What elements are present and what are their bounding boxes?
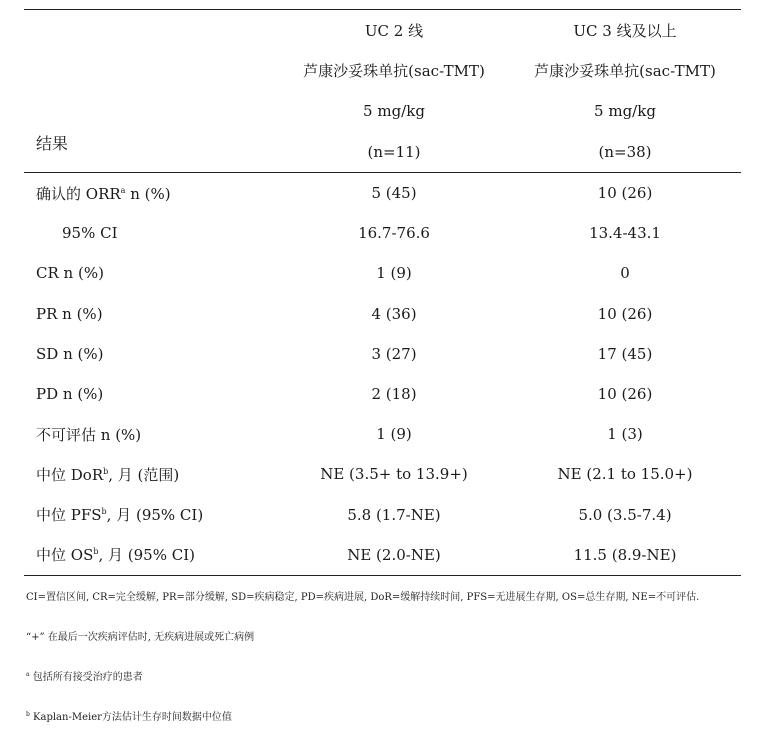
row-label-text: PD n (%) xyxy=(36,385,104,404)
row-label-suffix: , 月 (95% CI) xyxy=(106,506,204,525)
row-label-text: SD n (%) xyxy=(36,344,104,363)
row-label xyxy=(24,253,279,293)
col2-drug: 芦康沙妥珠单抗(sac-TMT) xyxy=(534,62,716,81)
row-label xyxy=(24,173,279,214)
row-label-superscript: a xyxy=(120,185,126,195)
footnote-b-mark: b xyxy=(26,711,30,718)
footnote-a xyxy=(26,668,756,683)
results-table xyxy=(24,9,741,576)
cell-uc3plus: 13.4-43.1 xyxy=(589,224,661,243)
table-row xyxy=(24,414,741,454)
row-label-text: 确认的 ORR xyxy=(36,184,121,203)
footnote-abbreviations: CI=置信区间, CR=完全缓解, PR=部分缓解, SD=疾病稳定, PD=疾病进展, DoR=缓解持续时间, PFS=无进展生存期, OS=总生存期, NE=不可评估. xyxy=(26,592,700,603)
footnote-b xyxy=(26,708,756,723)
cell-uc2: 2 (18) xyxy=(371,385,417,404)
cell-uc3plus: 1 (3) xyxy=(607,425,643,444)
table-row xyxy=(24,173,741,214)
row-label-suffix: , 月 (95% CI) xyxy=(98,546,195,565)
col1-dose: 5 mg/kg xyxy=(363,102,425,121)
table-row xyxy=(24,334,741,374)
row-label xyxy=(24,454,279,494)
cell-uc2: 4 (36) xyxy=(371,304,417,323)
cell-uc2: 16.7-76.6 xyxy=(358,224,430,243)
row-label xyxy=(24,294,279,334)
row-label-suffix: , 月 (范围) xyxy=(108,465,180,484)
col1-n: (n=11) xyxy=(279,132,509,173)
cell-uc3plus: NE (2.1 to 15.0+) xyxy=(557,465,693,484)
row-label xyxy=(24,213,279,253)
cell-uc2: 5.8 (1.7-NE) xyxy=(347,505,441,524)
table-row xyxy=(24,374,741,414)
table-header xyxy=(24,10,741,173)
footnote-a-text: 包括所有接受治疗的患者 xyxy=(29,672,143,683)
row-label xyxy=(24,374,279,414)
col1-line: UC 2 线 xyxy=(279,10,509,51)
row-label xyxy=(24,414,279,454)
table-row xyxy=(24,454,741,494)
cell-uc3plus: 0 xyxy=(620,264,630,283)
table-body xyxy=(24,173,741,576)
table-row xyxy=(24,294,741,334)
row-label-text: 不可评估 n (%) xyxy=(36,425,142,444)
cell-uc2: 1 (9) xyxy=(376,264,412,283)
footnote-a-mark: a xyxy=(26,671,30,678)
row-label-text: PR n (%) xyxy=(36,304,103,323)
row-label-suffix: n (%) xyxy=(125,184,171,203)
cell-uc3plus: 17 (45) xyxy=(597,344,653,363)
row-label-text: 中位 OS xyxy=(36,546,94,565)
row-label-superscript: b xyxy=(101,507,107,517)
results-table-container xyxy=(24,9,741,576)
cell-uc3plus: 10 (26) xyxy=(597,184,653,203)
row-label-text: CR n (%) xyxy=(36,264,104,283)
footnote-b-text: Kaplan-Meier方法估计生存时间数据中位值 xyxy=(29,712,232,723)
col1-drug: 芦康沙妥珠单抗(sac-TMT) xyxy=(303,62,485,81)
col2-dose: 5 mg/kg xyxy=(594,102,656,121)
cell-uc2: NE (2.0-NE) xyxy=(279,535,509,576)
row-label-superscript: b xyxy=(103,466,109,476)
footnote-plus: “+” 在最后一次疾病评估时, 无疾病进展或死亡病例 xyxy=(26,632,255,643)
row-label-text: 中位 PFS xyxy=(36,506,102,525)
cell-uc2: 3 (27) xyxy=(371,344,417,363)
row-label xyxy=(24,495,279,535)
cell-uc2: 1 (9) xyxy=(376,425,412,444)
table-row xyxy=(24,213,741,253)
cell-uc3plus: 11.5 (8.9-NE) xyxy=(509,535,741,576)
table-row xyxy=(24,253,741,293)
cell-uc2: 5 (45) xyxy=(371,184,417,203)
row-label-text: 中位 DoR xyxy=(36,465,104,484)
table-row xyxy=(24,495,741,535)
col2-n: (n=38) xyxy=(509,132,741,173)
col2-line: UC 3 线及以上 xyxy=(509,10,741,51)
row-label xyxy=(24,334,279,374)
row-label-text: 95% CI xyxy=(62,224,118,243)
row-label xyxy=(24,535,279,576)
cell-uc3plus: 5.0 (3.5-7.4) xyxy=(578,505,672,524)
header-empty-cell: 结果 xyxy=(24,10,279,173)
row-label-superscript: b xyxy=(93,547,99,557)
cell-uc3plus: 10 (26) xyxy=(597,304,653,323)
cell-uc3plus: 10 (26) xyxy=(597,385,653,404)
cell-uc2: NE (3.5+ to 13.9+) xyxy=(320,465,468,484)
table-row xyxy=(24,535,741,576)
